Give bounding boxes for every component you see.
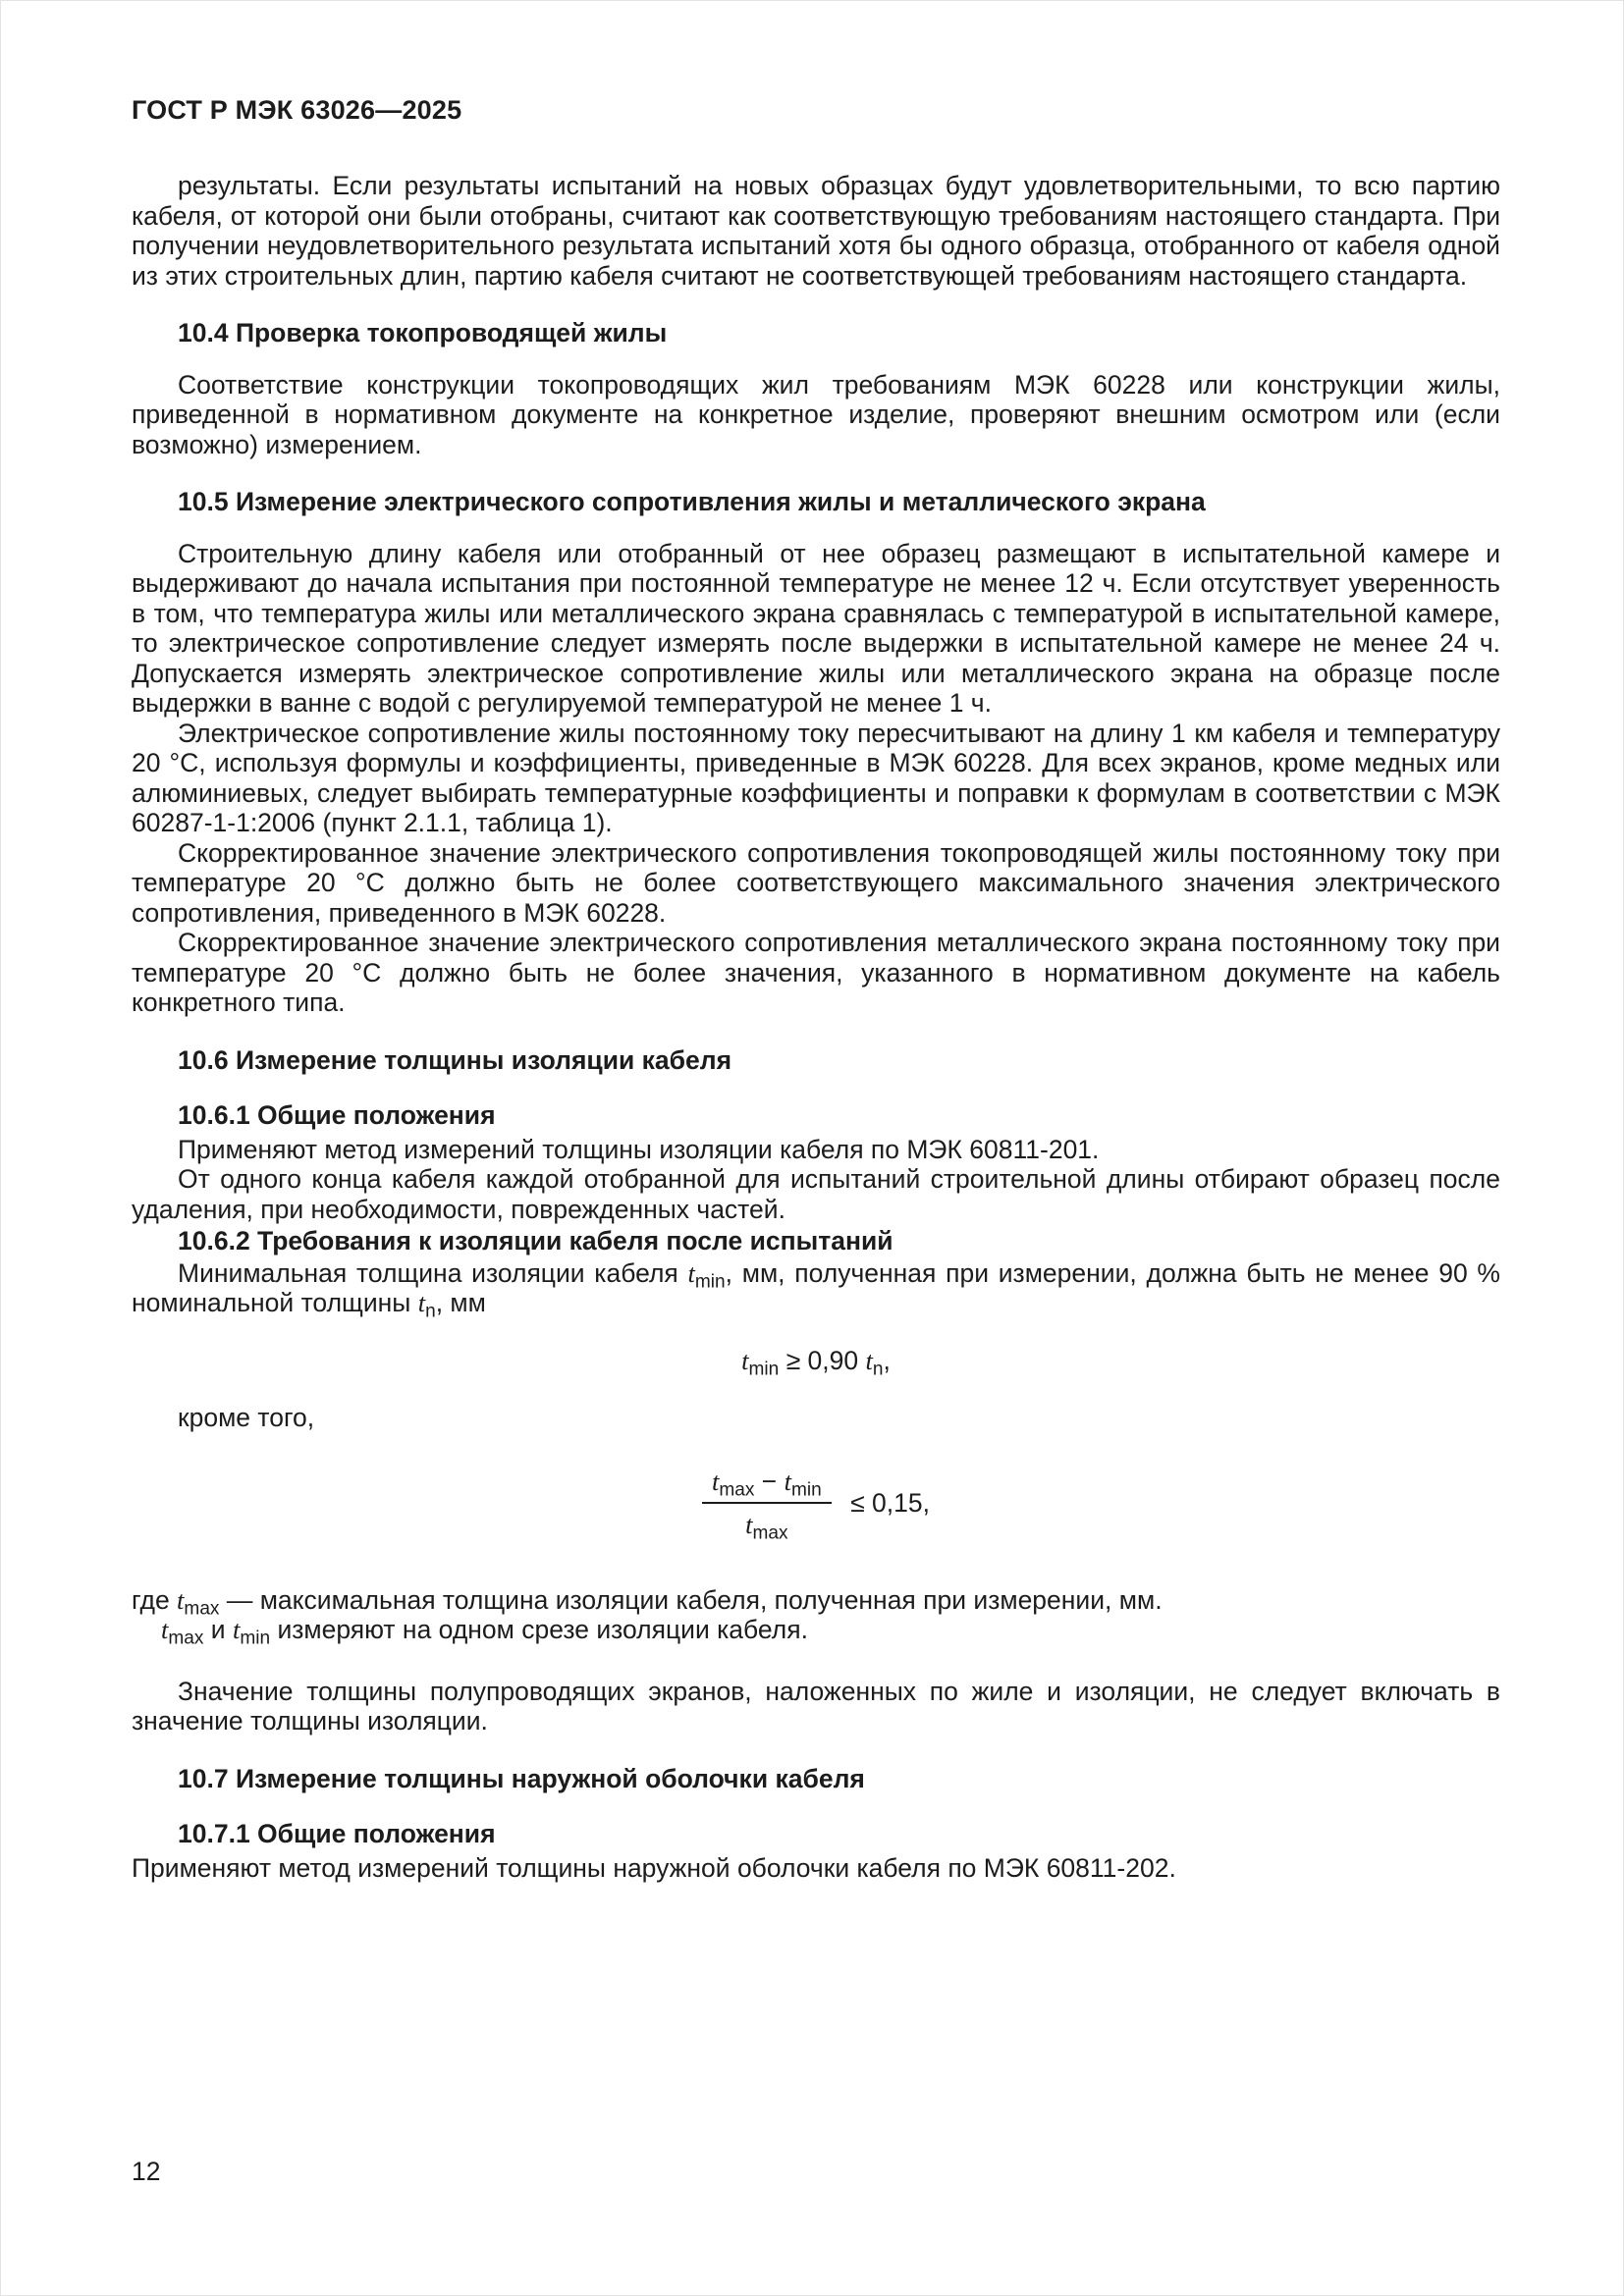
text-run: где (132, 1584, 178, 1615)
variable-t: t (161, 1615, 169, 1644)
subscript-min: min (694, 1270, 726, 1292)
paragraph-same-cut (132, 1615, 1500, 1649)
formula-rhs: ≤ 0,15, (850, 1487, 930, 1518)
page-content (132, 95, 1500, 1883)
heading-10-6: 10.6 Измерение толщины изоляции кабеля (178, 1044, 732, 1075)
variable-t: t (712, 1466, 720, 1496)
variable-t: t (177, 1584, 185, 1615)
fraction-numerator (702, 1467, 832, 1505)
fraction-denominator (702, 1504, 832, 1544)
variable-t: t (741, 1345, 749, 1375)
heading-10-6-2: 10.6.2 Требования к изоляции кабеля после испытаний (178, 1226, 893, 1255)
paragraph-10-6-1-b: От одного конца кабеля каждой отобранной для испытаний строительной длины отбирают образец после удаления, при необходимости, поврежденных частей. (132, 1164, 1500, 1224)
paragraph-10-7-1: Применяют метод измерений толщины наружной оболочки кабеля по МЭК 60811-202. (132, 1852, 1176, 1883)
text-run: — максимальная толщина изоляции кабеля, полученная при измерении, мм. (219, 1584, 1163, 1615)
variable-t: t (232, 1615, 241, 1644)
operator-ge: ≥ 0,90 (779, 1345, 866, 1375)
heading-10-5: 10.5 Измерение электрического сопротивления жилы и металлического экрана (178, 487, 1206, 516)
variable-t: t (745, 1510, 753, 1539)
formula-thickness-ratio (132, 1466, 1500, 1544)
subscript-max: max (719, 1478, 755, 1500)
paragraph-10-5-c: Скорректированное значение электрического сопротивления токопроводящей жилы постоянному току при температуре 20 °C должно быть не более соответствующего максимального значения электрического сопротивления, приведенного в МЭК 60228. (132, 837, 1500, 928)
paragraph-krome-togo: кроме того, (178, 1403, 315, 1432)
text-run: , мм, полученная при измерении, должна быть не менее 90 % номинальной толщины (132, 1257, 1500, 1317)
subscript-n: n (425, 1301, 436, 1322)
heading-10-6-1: 10.6.1 Общие положения (178, 1100, 496, 1130)
subscript-max: max (752, 1522, 788, 1544)
page-number: 12 (132, 2157, 161, 2186)
formula-min-thickness (132, 1345, 1500, 1379)
heading-10-7-1: 10.7.1 Общие положения (178, 1819, 496, 1848)
text-run: , мм (435, 1288, 486, 1317)
heading-10-7: 10.7 Измерение толщины наружной оболочки кабеля (178, 1763, 865, 1793)
paragraph-10-4: Соответствие конструкции токопроводящих жил требованиям МЭК 60228 или конструкции жилы, приведенной в нормативном документе на конкретное изделие, проверяют внешним осмотром или (если возможно) измерением. (132, 369, 1500, 459)
subscript-max: max (168, 1628, 204, 1649)
fraction (702, 1466, 832, 1544)
paragraph-results: результаты. Если результаты испытаний на новых образцах будут удовлетворительными, то всю партию кабеля, от которой они были отобраны, считают как соответствующую требованиям настоящего стандарта. При получении неудовлетворительного результата испытаний хотя бы одного образца, отобранного от кабеля одной из этих строительных длин, партию кабеля считают не соответствующей требованиям настоящего стандарта. (132, 171, 1500, 291)
variable-t: t (687, 1257, 695, 1288)
text-run: и (203, 1615, 233, 1644)
heading-10-4: 10.4 Проверка токопроводящей жилы (178, 318, 668, 347)
text-run: Минимальная толщина изоляции кабеля (178, 1257, 688, 1288)
subscript-max: max (184, 1597, 220, 1619)
subscript-min: min (240, 1628, 271, 1649)
paragraph-min-thickness (132, 1257, 1500, 1322)
document-code: ГОСТ Р МЭК 63026—2025 (132, 95, 462, 125)
text-run: измеряют на одном срезе изоляции кабеля. (270, 1615, 808, 1644)
variable-t: t (865, 1345, 873, 1375)
variable-t: t (784, 1466, 791, 1496)
variable-t: t (417, 1288, 426, 1317)
subscript-n: n (872, 1358, 884, 1379)
paragraph-where-tmax (132, 1584, 1500, 1619)
paragraph-10-5-b: Электрическое сопротивление жилы постоянному току пересчитывают на длину 1 км кабеля и температуру 20 °C, используя формулы и коэффициенты, приведенные в МЭК 60228. Для всех экранов, кроме медных или алюминиевых, следует выбирать температурные коэффициенты и поправки к формулам в соответствии с МЭК 60287-1-1:2006 (пункт 2.1.1, таблица 1). (132, 718, 1500, 837)
paragraph-10-6-1-a: Применяют метод измерений толщины изоляции кабеля по МЭК 60811-201. (178, 1134, 1100, 1164)
subscript-min: min (791, 1478, 822, 1500)
operator-minus: − (754, 1466, 785, 1496)
text-run: , (883, 1345, 891, 1375)
paragraph-10-5-a: Строительную длину кабеля или отобранный от нее образец размещают в испытательной камере и выдерживают до начала испытания при постоянной температуре не менее 12 ч. Если отсутствует уверенность в том, что температура жилы или металлического экрана сравнялась с температурой в испытательной камере, то электрическое сопротивление следует измерять после выдержки в испытательной камере не менее 24 ч. Допускается измерять электрическое сопротивление жилы или металлического экрана на образце после выдержки в ванне с водой с регулируемой температурой не менее 1 ч. (132, 538, 1500, 718)
paragraph-10-5-d: Скорректированное значение электрического сопротивления металлического экрана постоянному току при температуре 20 °C должно быть не более значения, указанного в нормативном документе на кабель конкретного типа. (132, 928, 1500, 1017)
subscript-min: min (748, 1358, 780, 1379)
paragraph-semiconducting: Значение толщины полупроводящих экранов, наложенных по жиле и изоляции, не следует включать в значение толщины изоляции. (132, 1676, 1500, 1735)
